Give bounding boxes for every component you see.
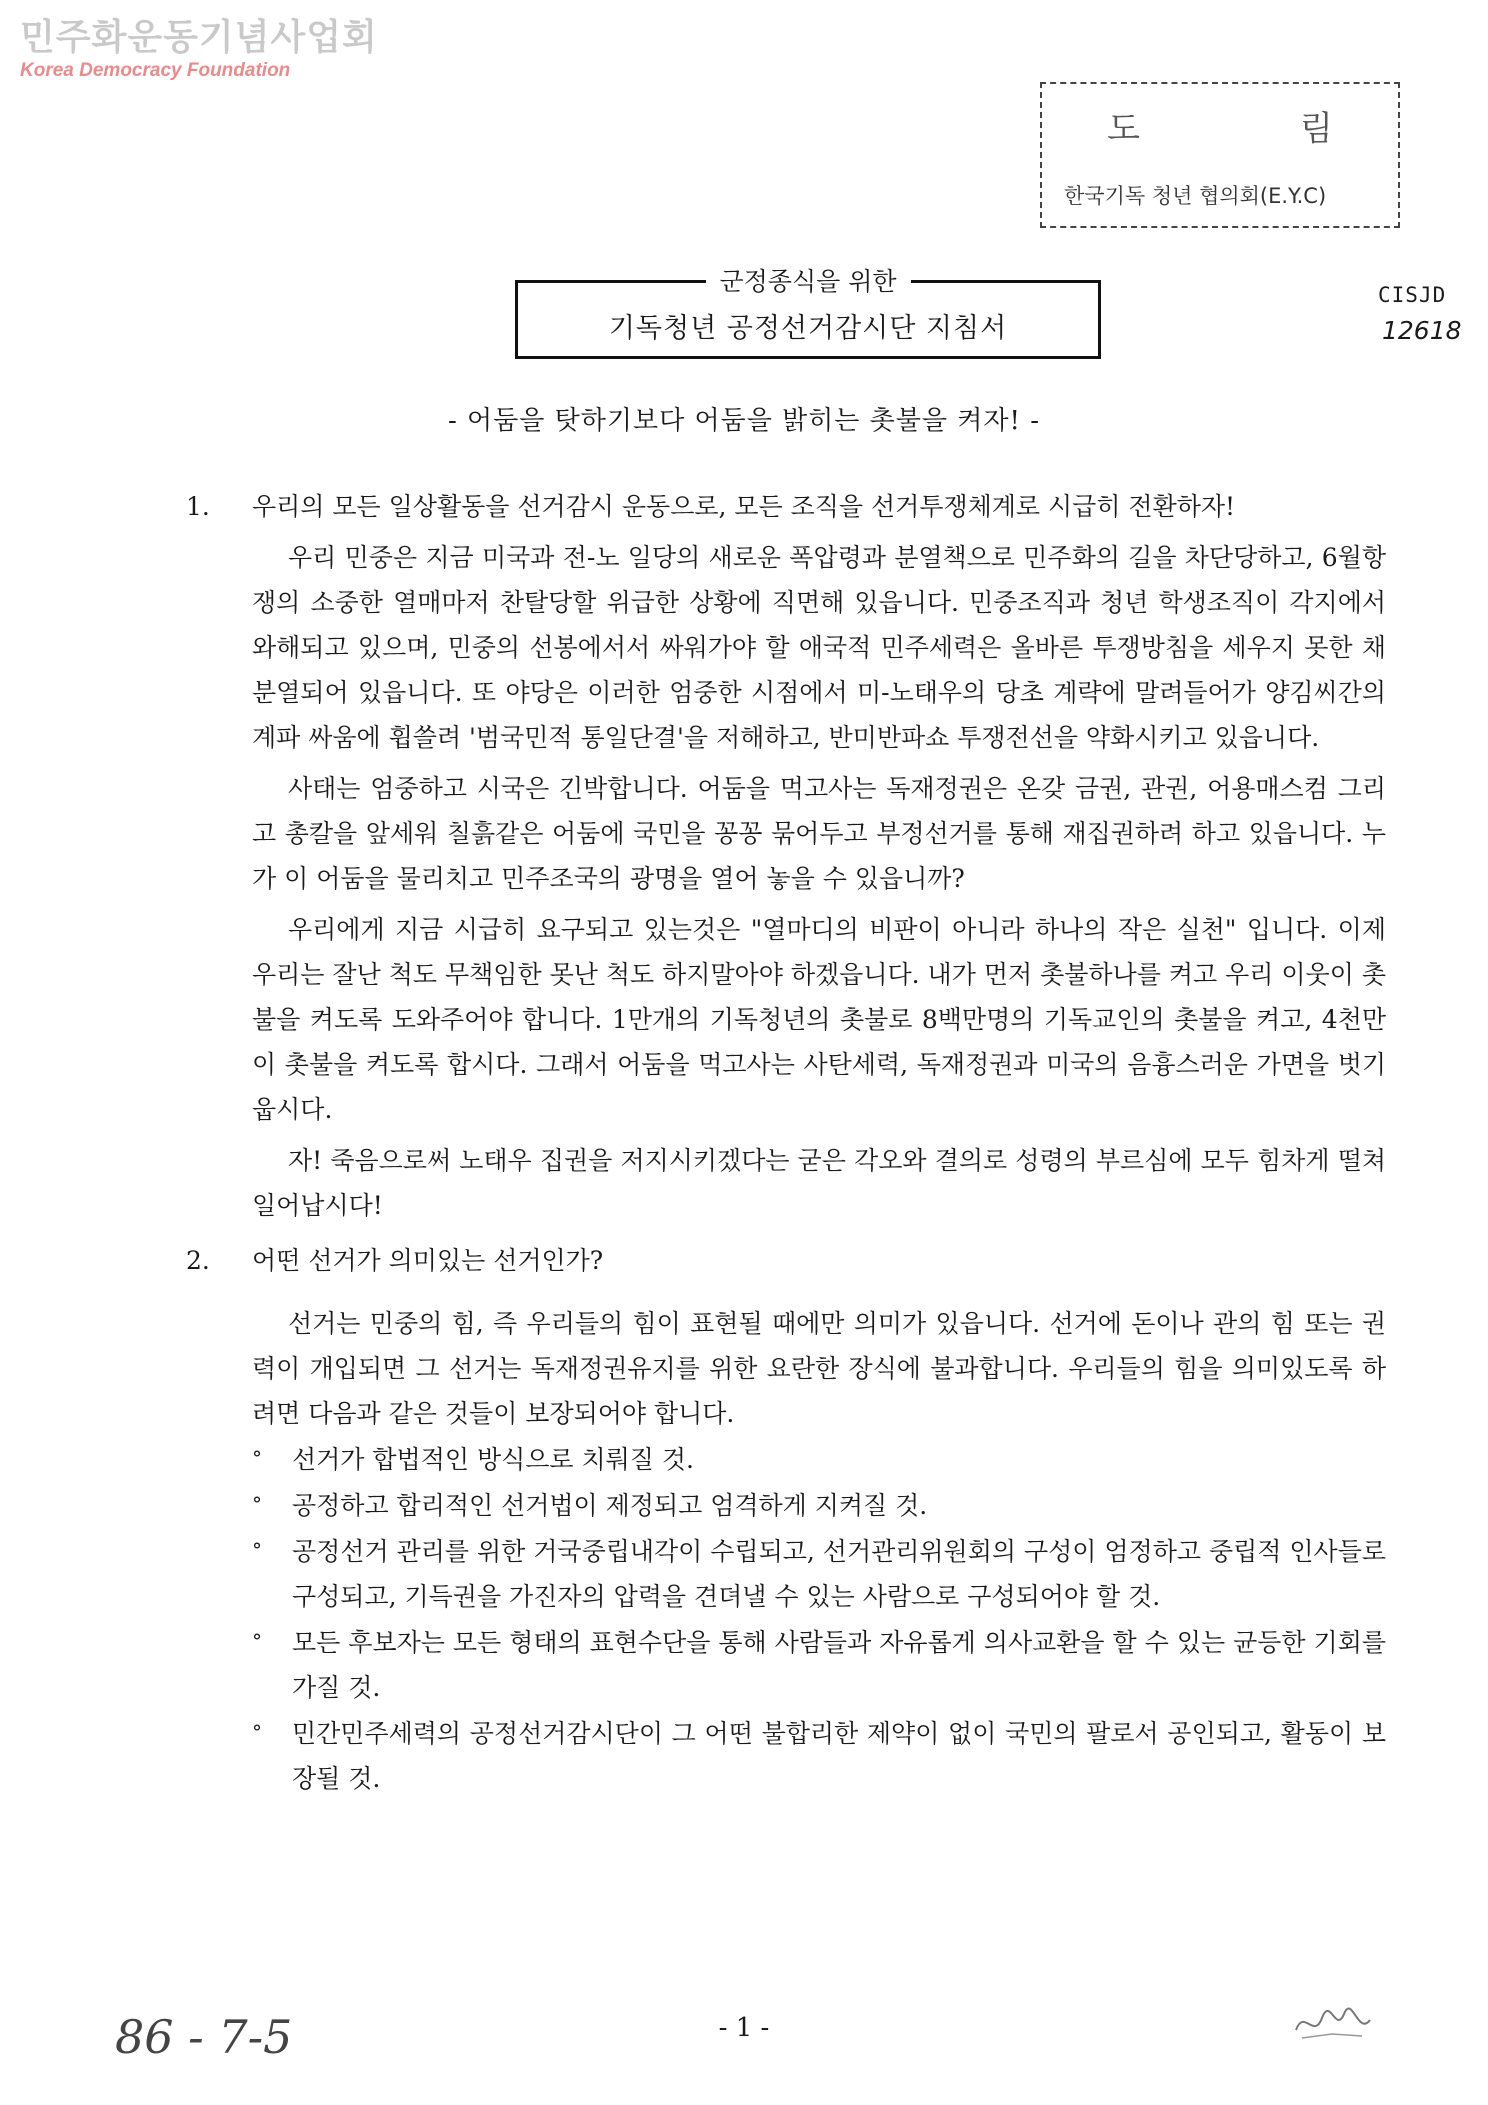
list-item (252, 1529, 1386, 1619)
section-title: 어떤 선거가 의미있는 선거인가? (252, 1246, 604, 1275)
page-number: - 1 - (718, 2013, 770, 2043)
bullet-icon: ° (252, 1720, 262, 1744)
archive-stamp (1040, 82, 1400, 228)
stamp-top-row (1042, 84, 1398, 166)
title-line1-wrap (518, 262, 1098, 298)
list-item (252, 1483, 1386, 1528)
list-item (252, 1711, 1386, 1801)
section-title: 우리의 모든 일상활동을 선거감시 운동으로, 모든 조직을 선거투쟁체계로 시급히 전환하자! (252, 492, 1236, 521)
paragraph: 우리에게 지금 시급히 요구되고 있는것은 "열마디의 비판이 아니라 하나의 작은 실천" 입니다. 이제 우리는 잘난 척도 무책임한 못난 척도 하지말아야 하겠읍니다. 내가 먼저 촛불하나를 켜고 우리 이웃이 촛불을 켜도록 도와주어야 합니다. 1만개의 기독청년의 촛불로 8백만명의 기독교인의 촛불을 켜고, 4천만이 촛불을 켜도록 합시다. 그래서 어둠을 먹고사는 사탄세력, 독재정권과 미국의 음흉스러운 가면을 벗기웁시다. (252, 915, 1386, 1124)
paragraph: 사태는 엄중하고 시국은 긴박합니다. 어둠을 먹고사는 독재정권은 온갖 금권, 관권, 어용매스컴 그리고 총칼을 앞세워 칠흙같은 어둠에 국민을 꽁꽁 묶어두고 부정선거를 통해 재집권하려 하고 있읍니다. 누가 이 어둠을 물리치고 민주조국의 광명을 열어 놓을 수 있읍니까? (252, 774, 1386, 893)
section-2 (186, 1238, 1386, 1801)
list-item-text: 공정선거 관리를 위한 거국중립내각이 수립되고, 선거관리위원회의 구성이 엄정하고 중립적 인사들로 구성되고, 기득권을 가진자의 압력을 견뎌낼 수 있는 사람으로 구성되어야 할 것. (292, 1537, 1386, 1611)
title-line1: 군정종식을 위한 (706, 267, 911, 296)
section-heading (186, 484, 1386, 529)
list-item-text: 공정하고 합리적인 선거법이 제정되고 엄격하게 지켜질 것. (292, 1491, 928, 1520)
list-item (252, 1620, 1386, 1710)
bullet-icon: ° (252, 1629, 262, 1653)
section-1 (186, 484, 1386, 1228)
list-item-text: 선거가 합법적인 방식으로 치뤄질 것. (292, 1445, 694, 1474)
section-number: 1. (186, 492, 210, 521)
stamp-organization: 한국기독 청년 협의회(E.Y.C) (1064, 184, 1327, 208)
section-heading (186, 1238, 1386, 1283)
stamp-char-left: 도 (1107, 108, 1140, 149)
bullet-icon: ° (252, 1492, 262, 1516)
list-item-text: 민간민주세력의 공정선거감시단이 그 어떤 불합리한 제약이 없이 국민의 팔로서 공인되고, 활동이 보장될 것. (292, 1719, 1386, 1793)
watermark-korean: 민주화운동기념사업회 (20, 17, 378, 58)
list-item-text: 모든 후보자는 모든 형태의 표현수단을 통해 사람들과 자유롭게 의사교환을 할 수 있는 균등한 기회를 가질 것. (292, 1628, 1386, 1702)
paragraph: 우리 민중은 지금 미국과 전-노 일당의 새로운 폭압령과 분열책으로 민주화의 길을 차단당하고, 6월항쟁의 소중한 열매마저 찬탈당할 위급한 상황에 직면해 있읍니다. 민중조직과 청년 학생조직이 각지에서 와해되고 있으며, 민중의 선봉에서서 싸워가야 할 애국적 민주세력은 올바른 투쟁방침을 세우지 못한 채 분열되어 있읍니다. 또 야당은 이러한 엄중한 시점에서 미-노태우의 당초 계략에 말려들어가 양김씨간의 계파 싸움에 휩쓸려 '범국민적 통일단결'을 저해하고, 반미반파쇼 투쟁전선을 약화시키고 있읍니다. (252, 543, 1386, 752)
document-body (186, 484, 1386, 1801)
archive-code: CISJD (1378, 283, 1447, 307)
watermark-english: Korea Democracy Foundation (20, 60, 291, 81)
bullet-icon: ° (252, 1538, 262, 1562)
paragraph: 자! 죽음으로써 노태우 집권을 저지시키겠다는 굳은 각오와 결의로 성령의 부르심에 모두 힘차게 떨쳐 일어납시다! (252, 1146, 1386, 1220)
bullet-list (252, 1437, 1386, 1801)
title-box (515, 267, 1101, 359)
scribble-mark-icon (1292, 2000, 1374, 2046)
watermark-logo (20, 18, 378, 82)
document-title: 기독청년 공정선거감시단 지침서 (608, 313, 1008, 344)
bullet-icon: ° (252, 1446, 262, 1470)
handwritten-note: 86 - 7-5 (115, 2010, 293, 2064)
list-item (252, 1437, 1386, 1482)
section-number: 2. (186, 1246, 210, 1275)
archive-number: 12618 (1382, 316, 1462, 345)
slogan: - 어둠을 탓하기보다 어둠을 밝히는 촛불을 켜자! - (447, 406, 1041, 436)
paragraph: 선거는 민중의 힘, 즉 우리들의 힘이 표현될 때에만 의미가 있읍니다. 선거에 돈이나 관의 힘 또는 권력이 개입되면 그 선거는 독재정권유지를 위한 요란한 장식에 불과합니다. 우리들의 힘을 의미있도록 하려면 다음과 같은 것들이 보장되어야 합니다. (252, 1309, 1386, 1428)
stamp-char-right: 림 (1300, 108, 1333, 149)
